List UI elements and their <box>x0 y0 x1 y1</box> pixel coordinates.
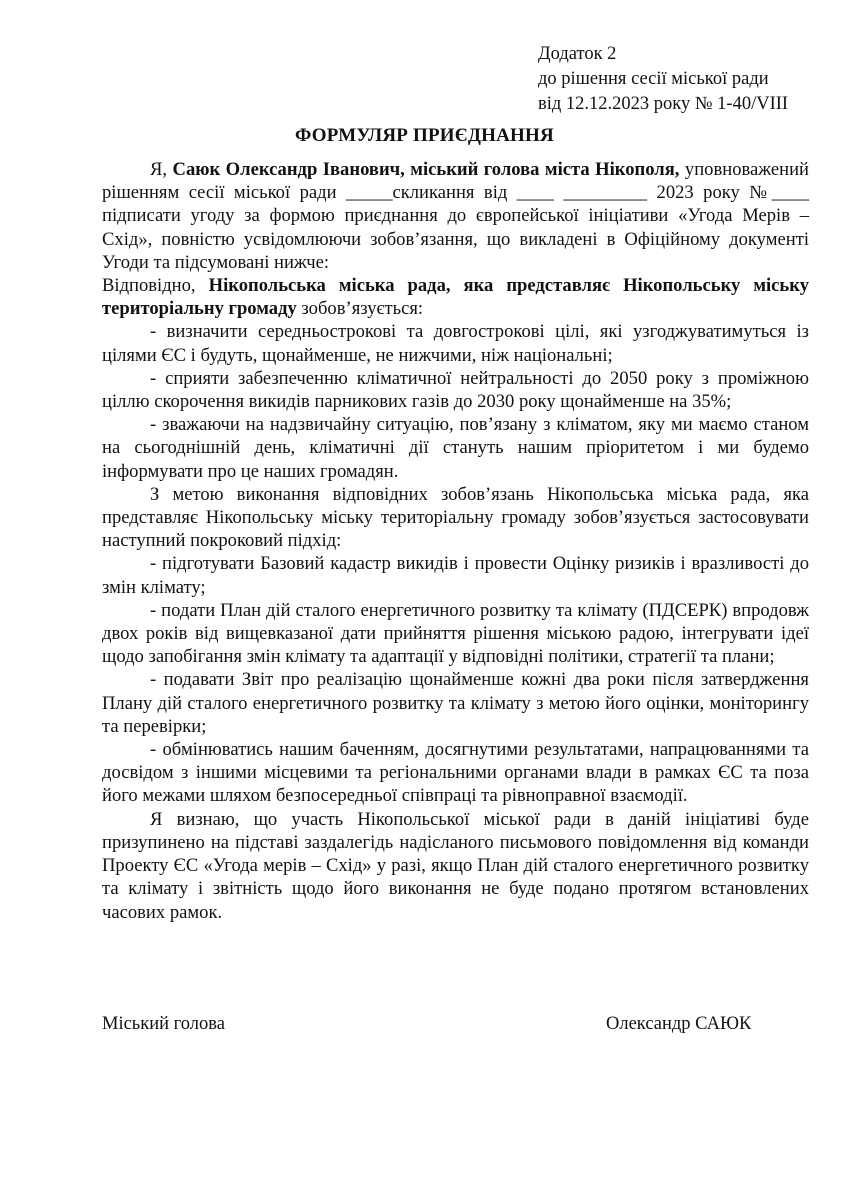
commitment-paragraph <box>102 274 809 320</box>
signature-position: Міський голова <box>102 1014 225 1034</box>
annex-date: від 12.12.2023 року № 1-40/VIII <box>538 94 789 114</box>
accordingly-prefix: Відповідно, <box>102 275 209 297</box>
intro-pronoun: Я, <box>150 159 168 180</box>
step-item: - подати План дій сталого енергетичного розвитку та клімату (ПДСЕРК) впродовж двох років від вищевказаної дати прийняття рішення міською радою, інтегрувати ідеї щодо запобігання змін клімату та адаптації у відповідні політики, стратегії та плани; <box>102 599 809 668</box>
commitment-item: - сприяти забезпеченню кліматичної нейтральності до 2050 року з проміжною ціллю скорочення викидів парникових газів до 2030 року щонайменше на 35%; <box>102 367 809 413</box>
intro-text: уповноважений рішенням сесії міської ради _____скликання від ____ _________ 2023 року №____ підписати угоду за формою приєднання до європейської ініціативи «Угода Мерів – Схід», повністю усвідомлюючи зобов’язання, що викладені в Офіційному документі Угоди та підсумовані нижче: <box>102 159 809 273</box>
mayor-name: Саюк Олександр Іванович, міський голова міста Нікополя, <box>172 159 680 180</box>
approach-paragraph: З метою виконання відповідних зобов’язань Нікопольська міська рада, яка представляє Нікопольську міську територіальну громаду зобов’язується застосовувати наступний покроковий підхід: <box>102 483 809 552</box>
intro-paragraph <box>102 158 809 274</box>
document-body <box>102 158 809 924</box>
commitment-item: - визначити середньострокові та довгострокові цілі, які узгоджуватимуться із цілями ЄС і будуть, щонайменше, не нижчими, ніж національні; <box>102 321 809 366</box>
acknowledgement-paragraph: Я визнаю, що участь Нікопольської міської ради в даній ініціативі буде призупинено на підставі заздалегідь надісланого письмового повідомлення від команди Проекту ЄС «Угода мерів – Схід» у разі, якщо План дій сталого енергетичного розвитку та клімату і звітність щодо його виконання не буде подано протягом встановлених часових рамок. <box>102 808 809 923</box>
annex-number: Додаток 2 <box>538 44 617 64</box>
document-title: ФОРМУЛЯР ПРИЄДНАННЯ <box>295 125 554 146</box>
step-item: - подавати Звіт про реалізацію щонайменше кожні два роки після затвердження Плану дій сталого енергетичного розвитку та клімату з метою його оцінки, моніторингу та перевірки; <box>102 669 809 737</box>
annex-reference: до рішення сесії міської ради <box>538 69 769 89</box>
accordingly-suffix: зобов’язується: <box>296 298 424 320</box>
council-name: Нікопольська міська рада, яка представляє Нікопольську міську територіальну громаду <box>102 275 809 320</box>
annex-header <box>538 42 788 117</box>
signature-name: Олександр САЮК <box>606 1014 752 1034</box>
commitment-item: - зважаючи на надзвичайну ситуацію, пов’язану з кліматом, яку ми маємо станом на сьогоднішній день, кліматичні дії стануть нашим пріоритетом і ми будемо інформувати про це наших громадян. <box>102 414 809 482</box>
step-item: - підготувати Базовий кадастр викидів і провести Оцінку ризиків і вразливості до змін клімату; <box>102 553 809 598</box>
step-item: - обмінюватись нашим баченням, досягнутими результатами, напрацюваннями та досвідом з іншими місцевими та регіональними органами влади в рамках ЄС та поза його межами шляхом безпосередньої співпраці та рівноправної взаємодії. <box>102 739 809 807</box>
